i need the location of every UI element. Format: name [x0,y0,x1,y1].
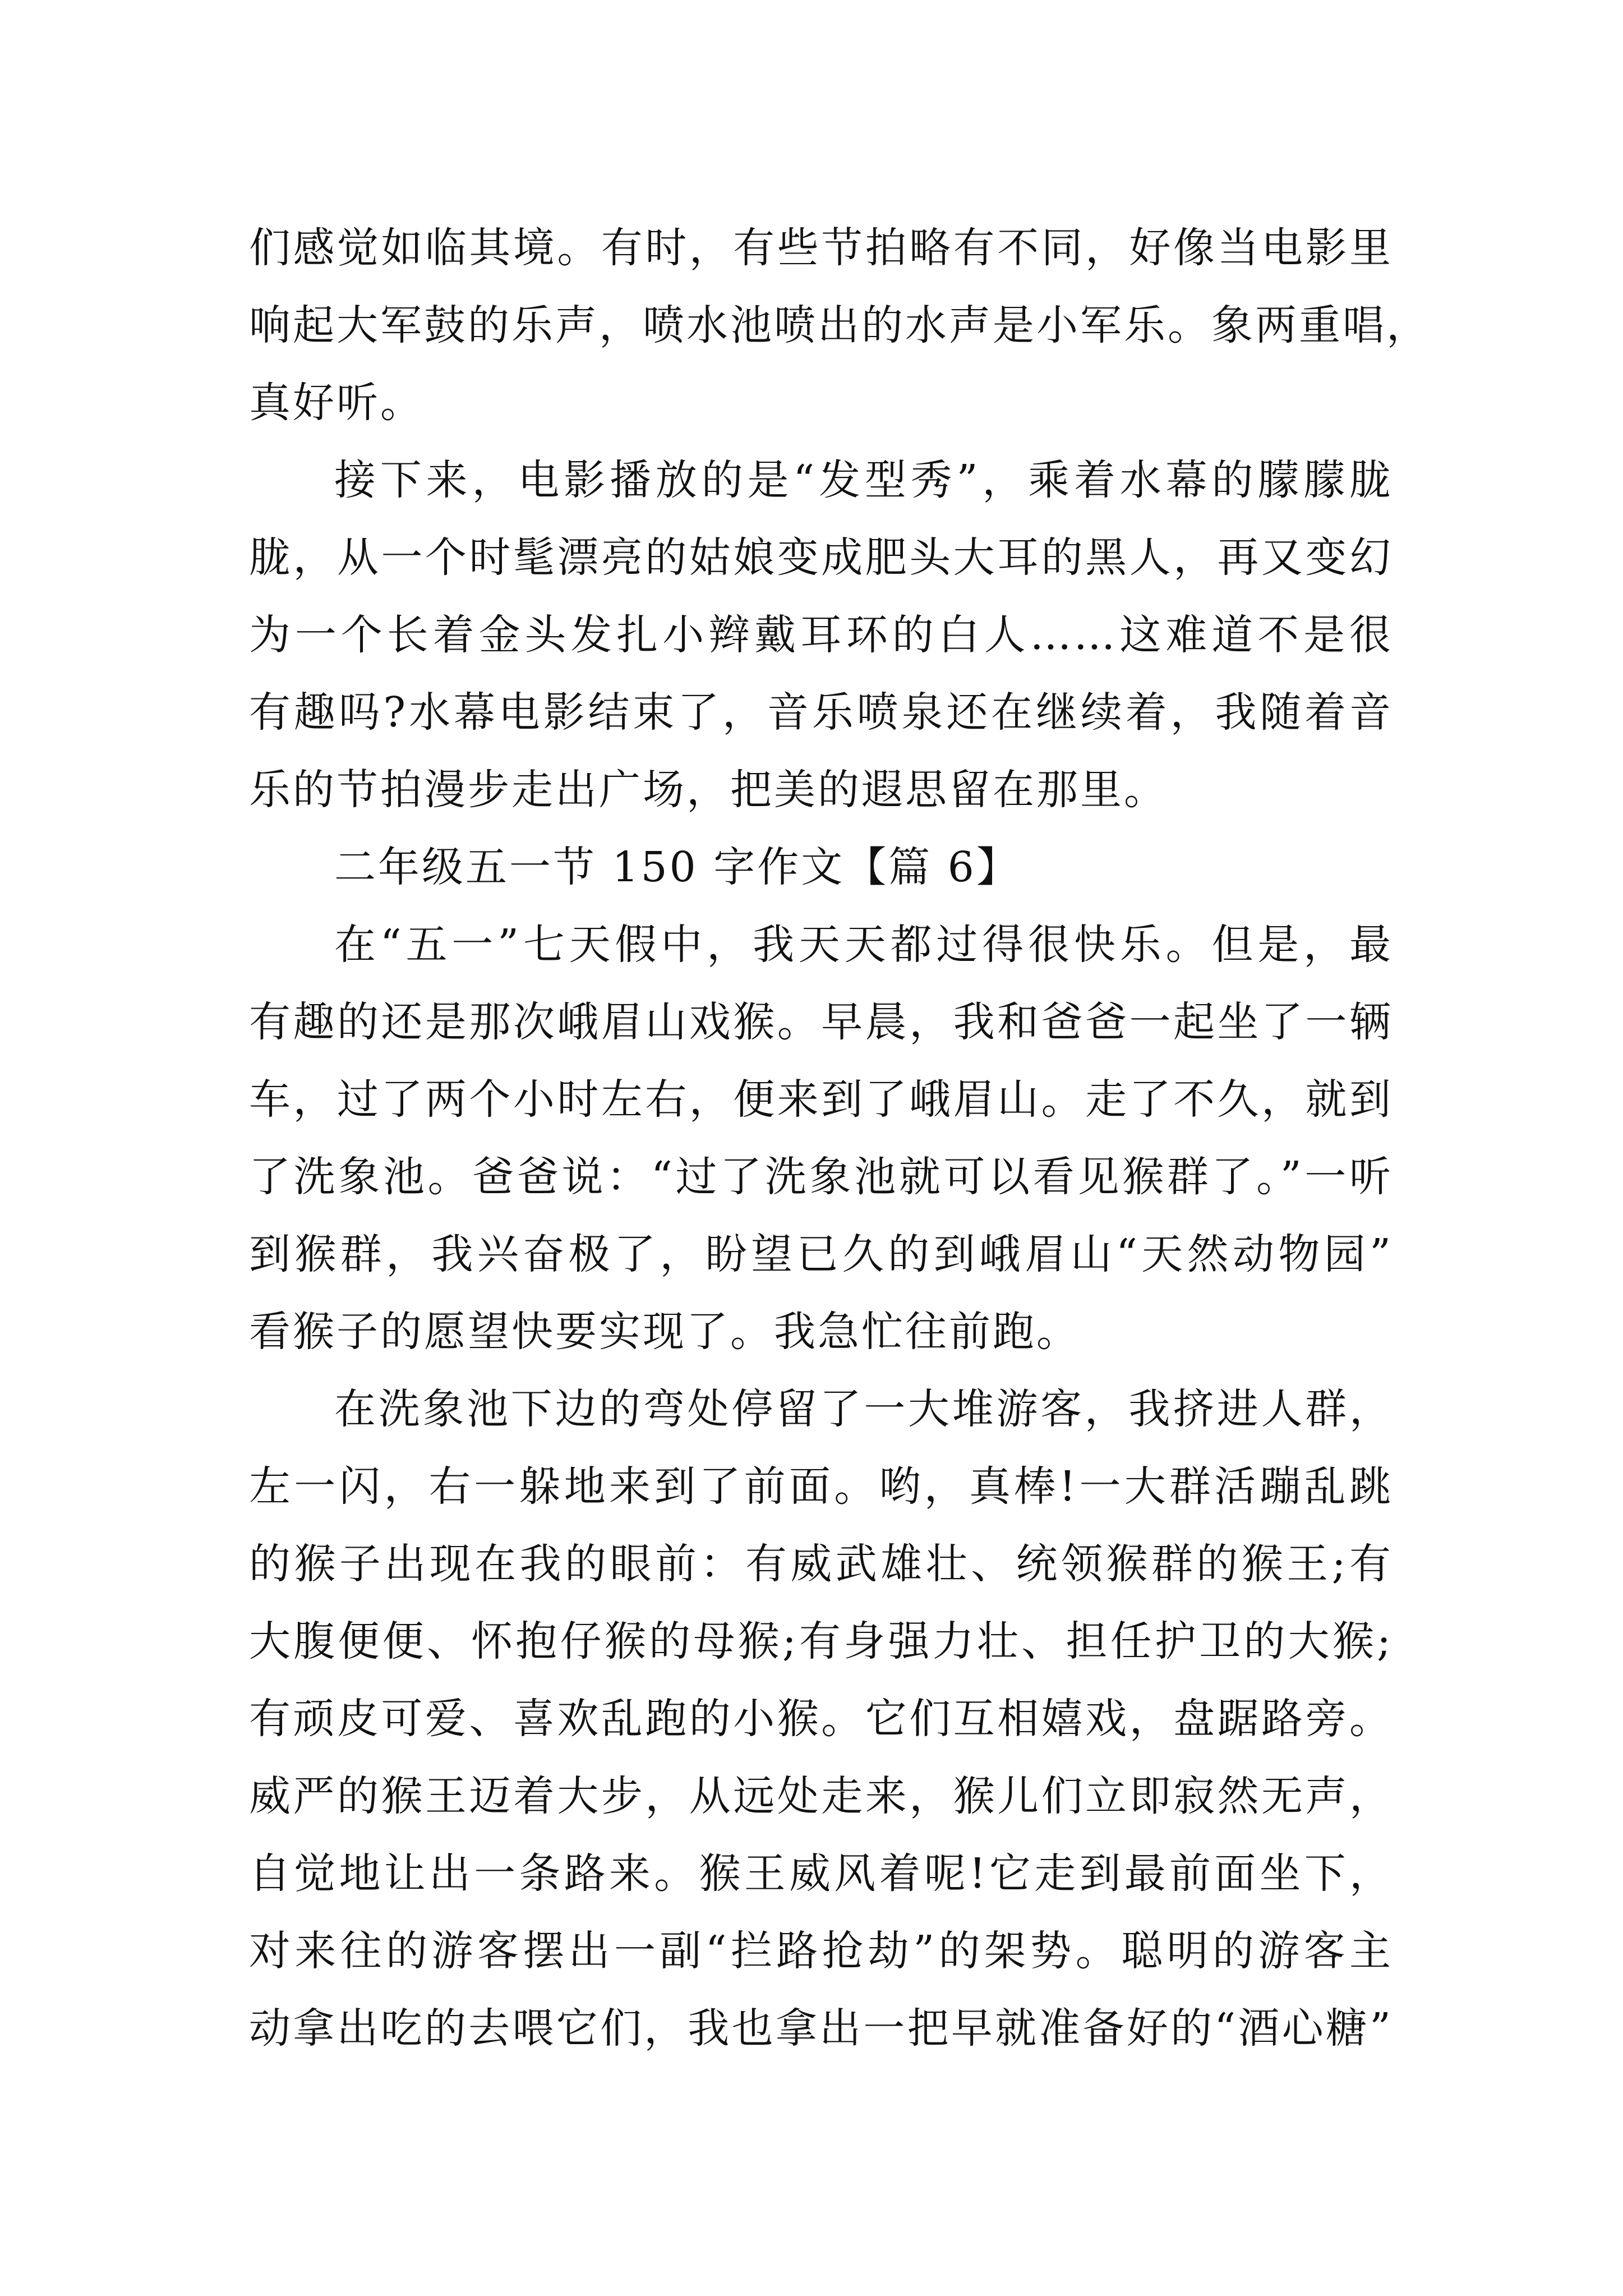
text-line: 响起大军鼓的乐声，喷水池喷出的水声是小军乐。象两重唱， [249,301,1430,349]
text-line: 的猴子出现在我的眼前：有威武雄壮、统领猴群的猴王;有 [249,1540,1393,1588]
text-line: 到猴群，我兴奋极了，盼望已久的到峨眉山“天然动物园” [249,1230,1393,1278]
text-line: 动拿出吃的去喂它们，我也拿出一把早就准备好的“酒心糖” [249,2004,1393,2053]
text-line: 大腹便便、怀抱仔猴的母猴;有身强力壮、担任护卫的大猴; [249,1617,1393,1665]
text-line: 有顽皮可爱、喜欢乱跑的小猴。它们互相嬉戏，盘踞路旁。 [249,1695,1393,1743]
paragraph-first-line: 在“五一”七天假中，我天天都过得很快乐。但是，最 [334,921,1393,969]
text-line: 们感觉如临其境。有时，有些节拍略有不同，好像当电影里 [249,224,1393,272]
text-line: 真好听。 [249,379,424,427]
paragraph-first-line: 接下来，电影播放的是“发型秀”，乘着水幕的朦朦胧 [334,456,1393,504]
text-line: 胧，从一个时髦漂亮的姑娘变成肥头大耳的黑人，再又变幻 [249,533,1393,582]
text-line: 有趣吗?水幕电影结束了，音乐喷泉还在继续着，我随着音 [249,688,1393,737]
text-line: 威严的猴王迈着大步，从远处走来，猴儿们立即寂然无声， [249,1772,1393,1820]
text-line: 对来往的游客摆出一副“拦路抢劫”的架势。聪明的游客主 [249,1927,1393,1975]
text-line: 自觉地让出一条路来。猴王威风着呢!它走到最前面坐下， [249,1849,1393,1898]
text-line: 为一个长着金头发扎小辫戴耳环的白人……这难道不是很 [249,611,1393,659]
text-line: 车，过了两个小时左右，便来到了峨眉山。走了不久，就到 [249,1075,1393,1124]
section-heading: 二年级五一节 150 字作文【篇 6】 [334,843,1020,891]
text-line: 乐的节拍漫步走出广场，把美的遐思留在那里。 [249,766,1168,814]
text-line: 左一闪，右一躲地来到了前面。哟，真棒!一大群活蹦乱跳 [249,1462,1393,1511]
text-line: 了洗象池。爸爸说：“过了洗象池就可以看见猴群了。”一听 [249,1153,1393,1201]
paragraph-first-line: 在洗象池下边的弯处停留了一大堆游客，我挤进人群， [334,1385,1393,1433]
text-line: 有趣的还是那次峨眉山戏猴。早晨，我和爸爸一起坐了一辆 [249,998,1393,1046]
text-line: 看猴子的愿望快要实现了。我急忙往前跑。 [249,1308,1080,1356]
